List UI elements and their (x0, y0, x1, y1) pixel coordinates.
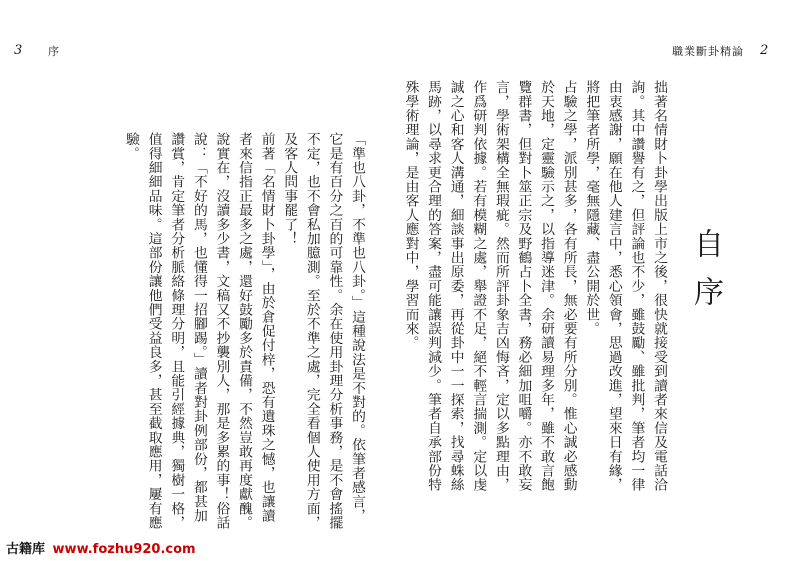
right-running-title: 職業斷卦精論 (672, 45, 744, 58)
watermark-url: www.fozhu920.com (52, 542, 196, 557)
preface-body-left (38, 132, 368, 532)
paragraph: 「準也八卦，不準也八卦。」這種說法是不對的。依筆者感言，它是有百分之百的可靠性。余在使用卦理分析事務，是不會搖擺不定，也不會私加臆測。至於不準之處，完全看個人使用方面，及客人問事罷了！ (281, 132, 365, 530)
paragraph: 拙著名情財卜卦學出版上市之後，很快就接受到讀者來信及電話洽詢。其中讚譽有之，但評論也不少，雖鼓勵、雖批判，筆者均一律由衷感謝，願在他人建言中，悉心領會，思過改進，望來日有緣，將把筆者所學，毫無隱藏、盡公開於世。 (583, 80, 667, 492)
left-page-number: 3 (14, 43, 23, 58)
preface-heading: 自序 (688, 228, 723, 324)
paragraph: 占驗之學，派別甚多，各有所長，無必要有所分別。惟心誠必感動於天地，定靈驗示之，以指導迷津。余研讀易理多年，雖不敢言飽覽群書，但對卜筮正宗及野鶴占卜全書，務必細加咀嚼。亦不敢妄言，學術架構全無瑕疵。然而所評卦象吉凶悔吝，定以多點理由，作爲研判依據。若有模糊之處，舉證不足，絕不輕言揣測。定以虔誠之心和客人溝通，細談事出原委，再從卦中一一探索，找尋蛛絲馬跡，以尋求更合理的答案，盡可能讓誤判減少。筆者自承部份特殊學術理論，是由客人應對中，學習而來。 (402, 80, 577, 492)
preface-body-right (330, 80, 670, 500)
right-page-number: 2 (760, 43, 769, 58)
paragraph: 前著「名情財卜卦學」，由於倉促付梓，恐有遺珠之憾，也讓讀者來信指正最多之處，還好鼓勵多於責備，不然豈敢再度獻醜。說實在，沒讀多少書，文稿又不抄襲別人，那是多累的事！俗話說：「不好的馬，也懂得一招腳踢。」讀者對卦例部份，都甚加讚賞，肯定筆者分析脈絡條理分明，且能引經據典，獨樹一格，值得細細品味。這部份讓他們受益良多，甚至截取應用，屢有應驗。 (123, 132, 275, 530)
left-running-title: 序 (48, 45, 59, 58)
watermark-site-name: 古籍库 (6, 542, 46, 557)
site-watermark (6, 538, 196, 557)
